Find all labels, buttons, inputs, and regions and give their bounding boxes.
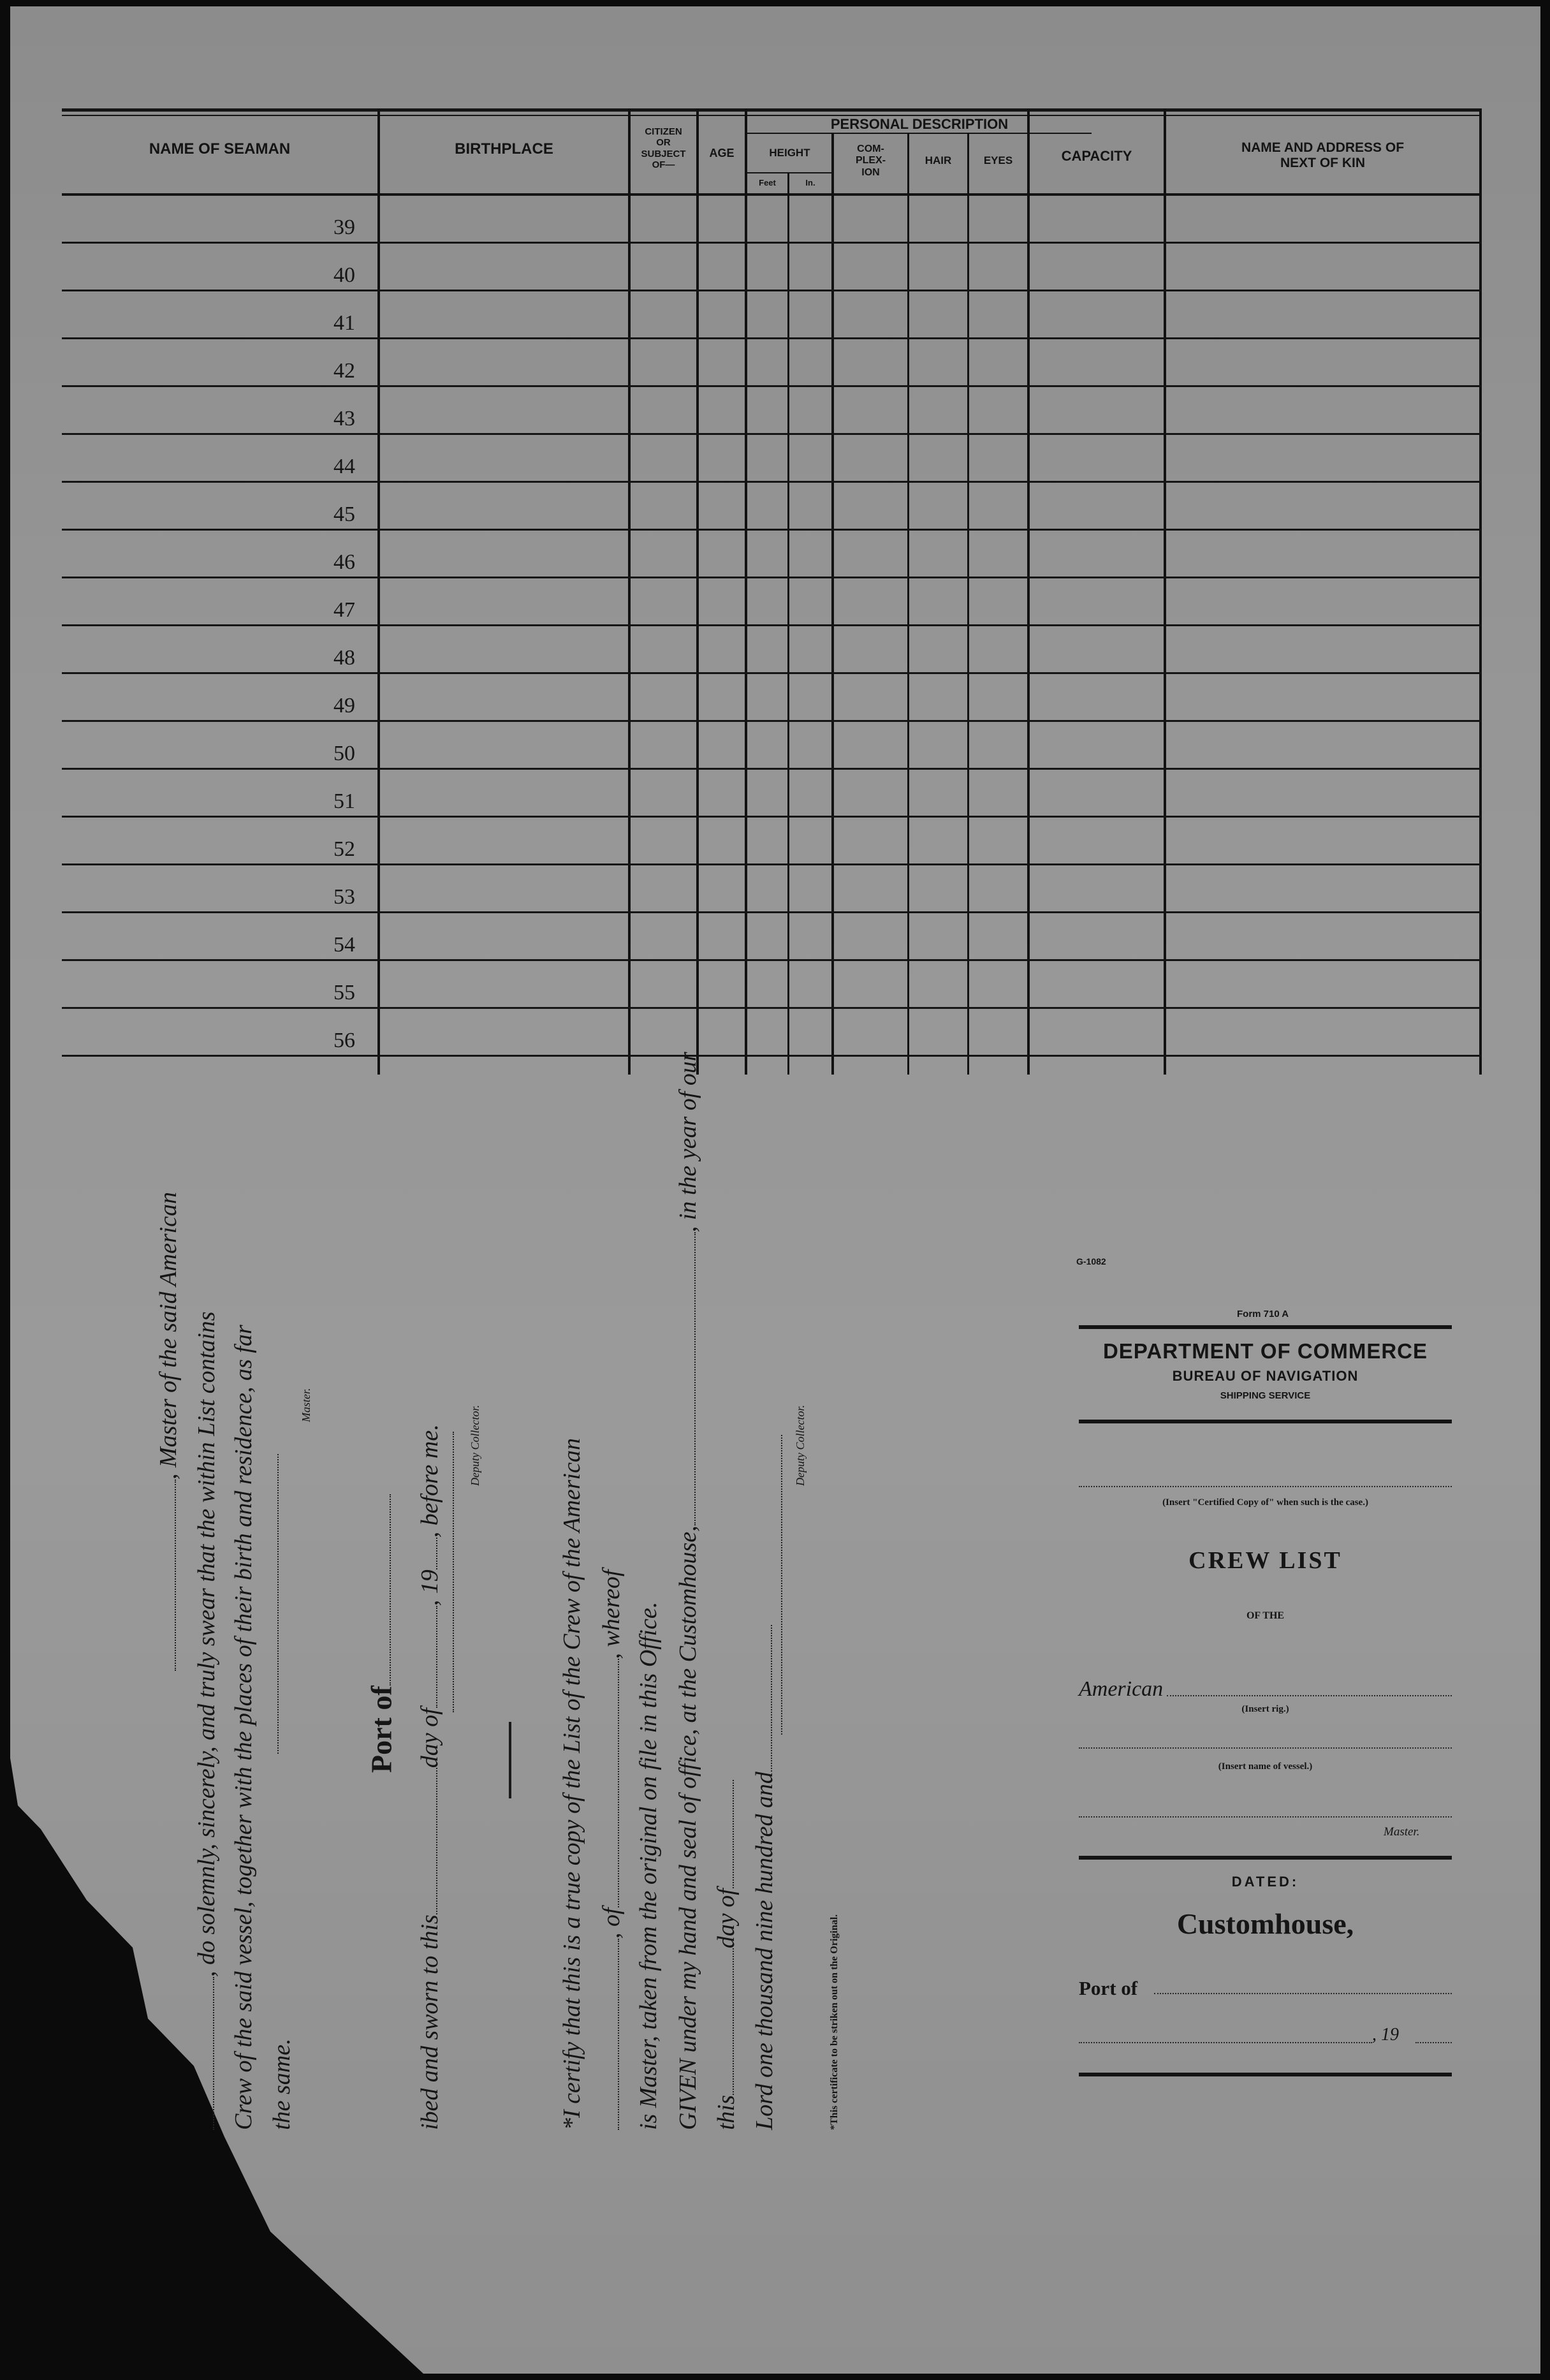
row-number: 49 (333, 694, 355, 717)
row-rule (62, 911, 1482, 913)
port-of-label: Port of (363, 1494, 398, 1773)
row-number: 55 (333, 981, 355, 1004)
col-line-hair (907, 133, 909, 1075)
dated-rule (1079, 1856, 1452, 1860)
header-inches: In. (805, 178, 815, 187)
personal-description-rule (745, 133, 1092, 134)
master-label: Master. (300, 1388, 312, 1422)
header-citizen: CITIZEN OR SUBJECT OF— (641, 126, 686, 170)
bureau-name: BUREAU OF NAVIGATION (1172, 1368, 1359, 1384)
header-bottom-border (62, 193, 1482, 196)
oath-line-4: the same. (268, 2038, 295, 2130)
row-rule (62, 481, 1482, 483)
form-code: G-1082 (1076, 1256, 1106, 1267)
port-of-cover-label: Port of (1079, 1977, 1138, 1999)
row-rule (62, 720, 1482, 722)
col-line-complexion (831, 133, 834, 1075)
section-divider (509, 1722, 511, 1798)
row-rule (62, 337, 1482, 339)
row-number: 40 (333, 263, 355, 287)
certified-copy-note: (Insert "Certified Copy of" when such is the case.) (1162, 1497, 1368, 1508)
row-rule (62, 959, 1482, 961)
row-number: 56 (333, 1029, 355, 1052)
rig-line (1167, 1695, 1452, 1696)
table-top-border (62, 108, 1482, 112)
bureau-rule (1079, 1420, 1452, 1423)
vessel-name-line (1079, 1747, 1452, 1749)
col-line-inches (787, 172, 789, 1075)
crew-table (62, 108, 1482, 1075)
certificate-line-2: , of, whereof (596, 1569, 625, 2130)
row-number: 44 (333, 455, 355, 478)
row-number: 52 (333, 837, 355, 861)
certificate-footnote: *This certificate to be striken out on the Original. (829, 1914, 840, 2130)
row-rule (62, 385, 1482, 387)
row-rule (62, 672, 1482, 674)
row-rule (62, 433, 1482, 435)
col-line-height (745, 108, 747, 1075)
row-number: 39 (333, 216, 355, 239)
row-number: 45 (333, 503, 355, 526)
customhouse-label: Customhouse, (1176, 1907, 1354, 1940)
insert-vessel-note: (Insert name of vessel.) (1218, 1761, 1313, 1772)
row-rule (62, 816, 1482, 818)
certificate-line-6: Lord one thousand nine hundred and (749, 1625, 779, 2130)
header-hair: HAIR (925, 154, 952, 166)
row-rule (62, 768, 1482, 770)
header-age: AGE (709, 147, 735, 159)
crew-list-title: CREW LIST (1188, 1547, 1342, 1574)
form-number: Form 710 A (1237, 1309, 1289, 1319)
header-next-of-kin: NAME AND ADDRESS OF NEXT OF KIN (1241, 140, 1405, 171)
oath-line-2: , do solemnly, sincerely, and truly swear that the within List contains (191, 1311, 221, 2130)
oath-line-1: , Master of the said American (153, 1192, 182, 1671)
row-rule (62, 863, 1482, 865)
row-rule (62, 242, 1482, 244)
row-rule (62, 1055, 1482, 1057)
col-line-capacity (1027, 108, 1030, 1075)
header-eyes: EYES (983, 154, 1013, 166)
row-rule (62, 1007, 1482, 1009)
header-complexion: COM- PLEX- ION (855, 143, 886, 178)
service-name: SHIPPING SERVICE (1220, 1390, 1311, 1401)
col-line-age (696, 108, 699, 1075)
header-height: HEIGHT (769, 147, 810, 159)
master-name-line (1079, 1816, 1452, 1818)
header-capacity: CAPACITY (1061, 148, 1132, 164)
certificate-line-4: GIVEN under my hand and seal of office, at the Customhouse,, in the year of our (673, 1052, 702, 2130)
row-rule (62, 577, 1482, 578)
date-line (1079, 2042, 1372, 2043)
col-line-birthplace (377, 108, 380, 1075)
row-number: 53 (333, 885, 355, 909)
col-line-citizen (628, 108, 631, 1075)
row-number: 43 (333, 407, 355, 430)
master-signature-line (277, 1454, 280, 1754)
top-rule (1079, 1325, 1452, 1329)
deputy-collector-signature-line-1 (453, 1432, 455, 1712)
year-line (1415, 2042, 1452, 2043)
row-number: 50 (333, 742, 355, 765)
of-the-label: OF THE (1246, 1610, 1285, 1621)
subscribed-line: ibed and sworn to thisday of, 19, before me. (414, 1424, 444, 2130)
dated-label: DATED: (1231, 1874, 1299, 1890)
deputy-collector-label-1: Deputy Collector. (469, 1405, 481, 1486)
table-right-border (1479, 108, 1482, 1075)
deputy-collector-signature-line-2 (781, 1435, 784, 1735)
header-birthplace: BIRTHPLACE (455, 140, 553, 158)
certificate-line-5: thisday of (711, 1780, 740, 2130)
row-number: 47 (333, 598, 355, 622)
oath-line-3: Crew of the said vessel, together with the places of their birth and residence, as far (230, 1325, 257, 2130)
row-number: 46 (333, 550, 355, 574)
certified-copy-line (1079, 1486, 1452, 1487)
header-feet: Feet (759, 178, 776, 187)
certificate-line-1: *I certify that this is a true copy of the List of the Crew of the American (559, 1438, 585, 2130)
insert-rig-note: (Insert rig.) (1241, 1704, 1289, 1714)
deputy-collector-label-2: Deputy Collector. (794, 1405, 807, 1486)
year-label: , 19 (1372, 2025, 1399, 2045)
col-line-eyes (967, 133, 969, 1075)
row-rule (62, 529, 1482, 531)
row-number: 42 (333, 359, 355, 383)
port-line (1154, 1993, 1452, 1994)
row-rule (62, 290, 1482, 291)
bottom-rule (1079, 2073, 1452, 2076)
certificate-line-3: is Master, taken from the original on file in this Office. (635, 1601, 662, 2130)
row-rule (62, 624, 1482, 626)
header-name-of-seaman: NAME OF SEAMAN (149, 140, 291, 158)
header-personal-description: PERSONAL DESCRIPTION (830, 116, 1009, 132)
oath-and-certificate (153, 1052, 982, 2130)
row-number: 41 (333, 311, 355, 335)
master-label-cover: Master. (1384, 1825, 1420, 1839)
col-line-next-of-kin (1164, 108, 1166, 1075)
row-number: 54 (333, 933, 355, 957)
row-number: 51 (333, 790, 355, 813)
american-label: American (1079, 1677, 1164, 1701)
row-number: 48 (333, 646, 355, 670)
department-name: DEPARTMENT OF COMMERCE (1102, 1339, 1428, 1363)
